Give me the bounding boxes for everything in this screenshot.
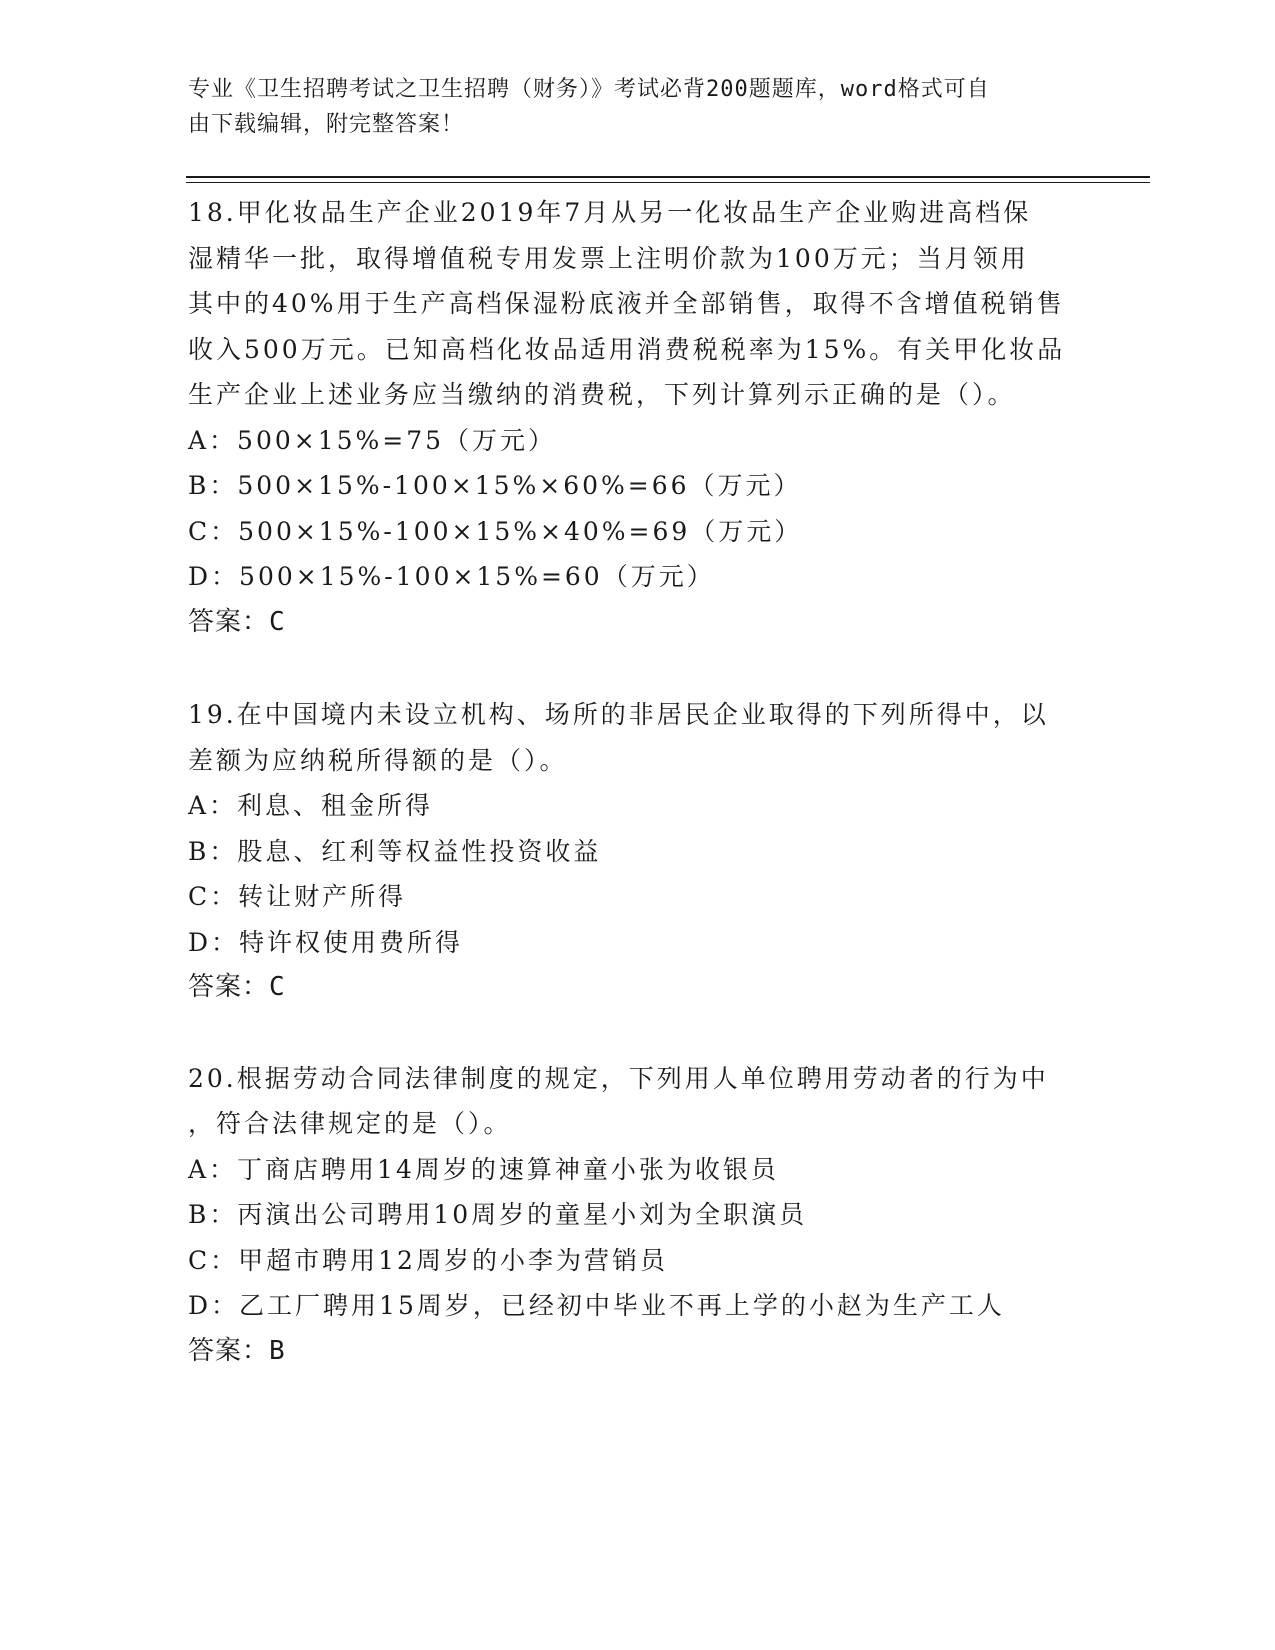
question-stem-line: ，符合法律规定的是（）。: [188, 1109, 512, 1138]
question-stem-line: 差额为应纳税所得额的是（）。: [188, 745, 568, 775]
option-c: C：甲超市聘用12周岁的小李为营销员: [188, 1245, 668, 1275]
option-c: C：转让财产所得: [188, 882, 407, 911]
option-a: A：500×15%=75（万元）: [188, 425, 557, 455]
question-stem-line: 18.甲化妆品生产企业2019年7月从另一化妆品生产企业购进高档保: [188, 198, 1032, 227]
option-a: A：利息、租金所得: [188, 791, 434, 820]
option-a: A：丁商店聘用14周岁的速算神童小张为收银员: [188, 1154, 779, 1184]
question-spacer: [188, 1011, 1088, 1056]
question-stem-line: 收入500万元。已知高档化妆品适用消费税税率为15%。有关甲化妆品: [188, 334, 1066, 364]
option-b: B：500×15%-100×15%×60%=66（万元）: [188, 471, 802, 500]
answer-line: 答案：C: [188, 972, 286, 1002]
header-line-1: 专业《卫生招聘考试之卫生招聘（财务）》考试必背200题题库，word格式可自: [188, 77, 990, 102]
option-d: D：乙工厂聘用15周岁，已经初中毕业不再上学的小赵为生产工人: [188, 1291, 1005, 1320]
option-d: D：特许权使用费所得: [188, 927, 464, 957]
option-b: B：丙演出公司聘用10周岁的童星小刘为全职演员: [188, 1200, 808, 1229]
question-stem-line: 19.在中国境内未设立机构、场所的非居民企业取得的下列所得中，以: [188, 700, 1049, 729]
option-d: D：500×15%-100×15%=60（万元）: [188, 562, 715, 591]
option-b: B：股息、红利等权益性投资收益: [188, 836, 602, 866]
header-line-2: 由下载编辑，附完整答案！: [188, 112, 465, 137]
header-divider-thick: [186, 176, 1150, 178]
question-list: [188, 190, 1088, 1374]
question-stem-line: 生产企业上述业务应当缴纳的消费税，下列计算列示正确的是（）。: [188, 380, 1016, 409]
question-stem-line: 湿精华一批，取得增值税专用发票上注明价款为100万元；当月领用: [188, 243, 1029, 273]
question-19: [188, 692, 1088, 1011]
question-18: [188, 190, 1088, 645]
answer-line: 答案：B: [188, 1335, 286, 1366]
question-spacer: [188, 645, 1088, 692]
question-stem-line: 20.根据劳动合同法律制度的规定，下列用人单位聘用劳动者的行为中: [188, 1063, 1049, 1093]
answer-line: 答案：C: [188, 606, 286, 637]
document-header: [188, 72, 1068, 142]
question-stem-line: 其中的40%用于生产高档保湿粉底液并全部销售，取得不含增值税销售: [188, 289, 1065, 318]
option-c: C：500×15%-100×15%×40%=69（万元）: [188, 516, 803, 546]
question-20: [188, 1056, 1088, 1375]
header-divider-thin: [186, 182, 1150, 183]
